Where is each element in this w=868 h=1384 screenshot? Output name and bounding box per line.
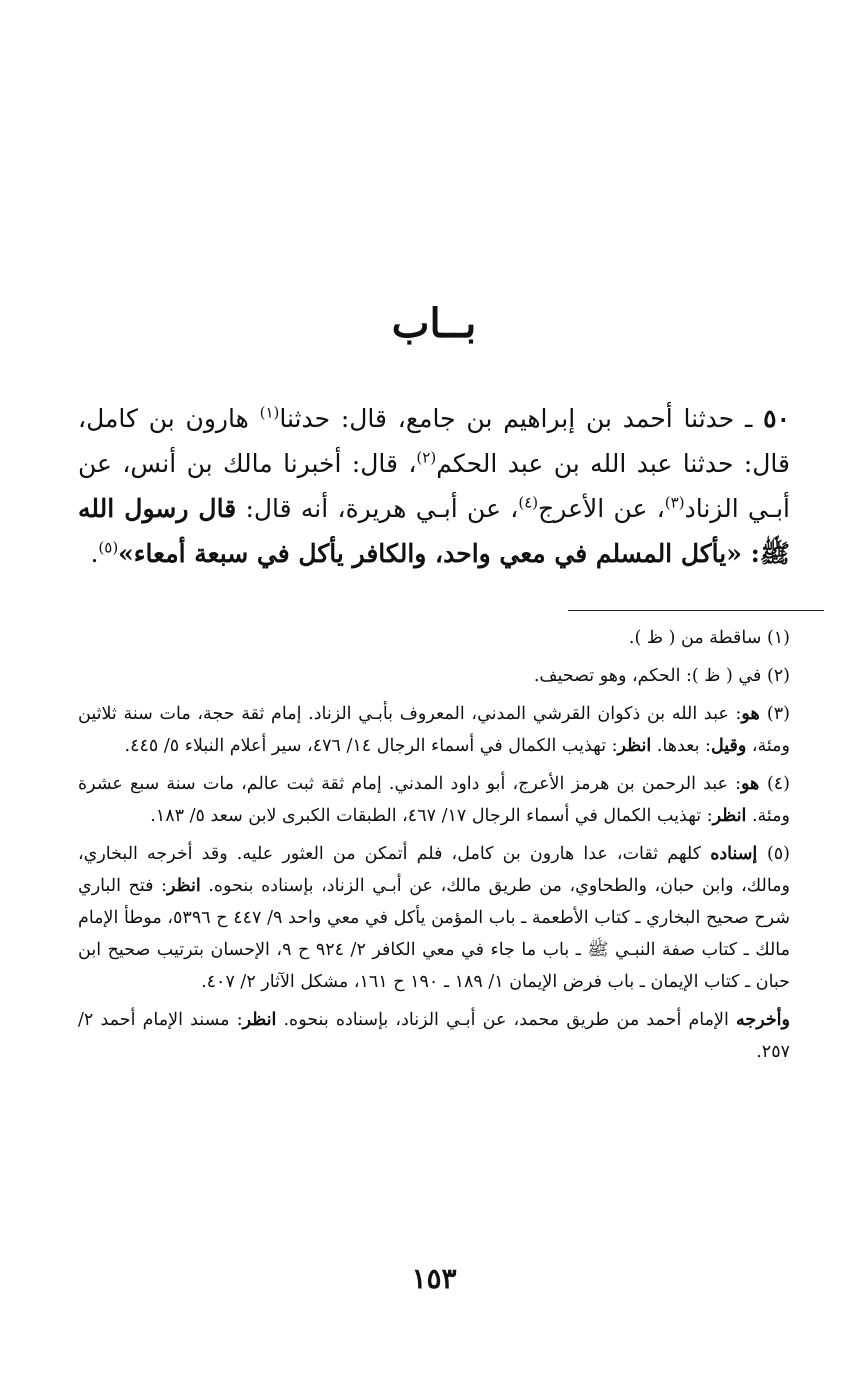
footnote-3: [78, 698, 790, 762]
hadith-text-part: هارون بن كامل، قال: حدثنا عبد الله بن عبد الحكم: [78, 404, 790, 478]
footnote-keyword: هو: [741, 704, 767, 724]
footnote-number: (١): [766, 628, 790, 648]
footnote-continuation: [78, 1004, 790, 1068]
hadith-text-part: ، عن الأعرج: [538, 494, 665, 523]
footnote-text: كلهم ثقات، عدا هارون بن كامل، فلم أتمكن من العثور عليه. وقد أخرجه البخاري، ومالك، وابن حبان، والطحاوي، من طريق مالك، عن أبـي الزناد، بإسناده بنحوه.: [78, 844, 791, 896]
footnote-text: الإمام أحمد من طريق محمد، عن أبـي الزناد، بإسناده بنحوه.: [276, 1010, 736, 1030]
footnote-keyword: وأخرجه: [736, 1010, 790, 1030]
footnote-1: [78, 622, 790, 654]
footnote-4: [78, 768, 790, 832]
footnote-keyword: انظر: [166, 876, 201, 896]
hadith-text: [78, 396, 790, 576]
footnote-text: : تهذيب الكمال في أسماء الرجال ١٤/ ٤٧٦، سير أعلام النبلاء ٥/ ٤٤٥.: [124, 736, 618, 756]
hadith-text-part: .: [90, 539, 99, 568]
footnote-keyword: انظر: [712, 806, 747, 826]
chapter-title: بــاب: [391, 300, 477, 347]
footnote-keyword: انظر: [617, 736, 652, 756]
page-number: ١٥٣: [411, 1262, 457, 1295]
footnote-keyword: إسناده: [710, 844, 767, 864]
footnote-keyword: انظر: [242, 1010, 277, 1030]
footnote-ref[interactable]: (٥): [98, 538, 119, 557]
footnote-keyword: هو: [741, 774, 767, 794]
footnote-text: : فتح الباري شرح صحيح البخاري ـ كتاب الأطعمة ـ باب المؤمن يأكل في معي واحد ٩/ ٤٤٧ ح ٥٣٩٦، موطأ الإمام مالك ـ كتاب صفة النبـي ﷺ ـ باب ما جاء في معي الكافر ٢/ ٩٢٤ ح ٩، الإحسان بترتيب صحيح ابن حبان ـ كتاب الإيمان ـ باب فرض الإيمان ١/ ١٨٩ ـ ١٩٠ ح ١٦١، مشكل الآثار ٢/ ٤٠٧.: [78, 876, 791, 992]
footnote-divider: [568, 610, 824, 611]
footnote-ref[interactable]: (٤): [518, 493, 539, 512]
hadith-number: ٥٠: [763, 404, 790, 433]
footnote-ref[interactable]: (٣): [664, 493, 685, 512]
footnote-number: (٢): [766, 666, 790, 686]
footnote-ref[interactable]: (٢): [416, 448, 437, 467]
footnotes: [78, 622, 790, 1074]
footnote-2: [78, 660, 790, 692]
footnote-5: [78, 838, 790, 998]
footnote-number: (٤): [766, 774, 790, 794]
hadith-text-part: ـ حدثنا أحمد بن إبراهيم بن جامع، قال: حدثنا: [279, 404, 764, 433]
footnote-ref[interactable]: (١): [259, 403, 280, 422]
footnote-number: (٣): [766, 704, 790, 724]
footnote-text: : عبد الله بن ذكوان القرشي المدني، المعروف بأبـي الزناد. إمام ثقة حجة، مات سنة ثلاثين ومئة،: [78, 704, 790, 756]
footnote-text: : عبد الرحمن بن هرمز الأعرج، أبو داود المدني. إمام ثقة ثبت عالم، مات سنة سبع عشرة ومئة.: [78, 774, 790, 826]
hadith-text-part: ، قال: أخبرنا مالك بن أنس، عن أبـي الزناد: [78, 449, 790, 523]
footnote-keyword: وقيل: [710, 736, 747, 756]
hadith-matn: قال رسول الله ﷺ: «يأكل المسلم في معي واحد، والكافر يأكل في سبعة أمعاء»: [78, 494, 790, 568]
footnote-text: : مسند الإمام أحمد ٢/ ٢٥٧.: [78, 1010, 790, 1062]
hadith-text-part: ، عن أبـي هريرة، أنه قال:: [236, 494, 519, 523]
footnote-text: في ( ظ ): الحكم، وهو تصحيف.: [533, 666, 767, 686]
footnote-text: : بعدها.: [651, 736, 711, 756]
footnote-number: (٥): [766, 844, 790, 864]
footnote-text: ساقطة من ( ظ ).: [628, 628, 767, 648]
footnote-text: : تهذيب الكمال في أسماء الرجال ١٧/ ٤٦٧، الطبقات الكبرى لابن سعد ٥/ ١٨٣.: [150, 806, 713, 826]
